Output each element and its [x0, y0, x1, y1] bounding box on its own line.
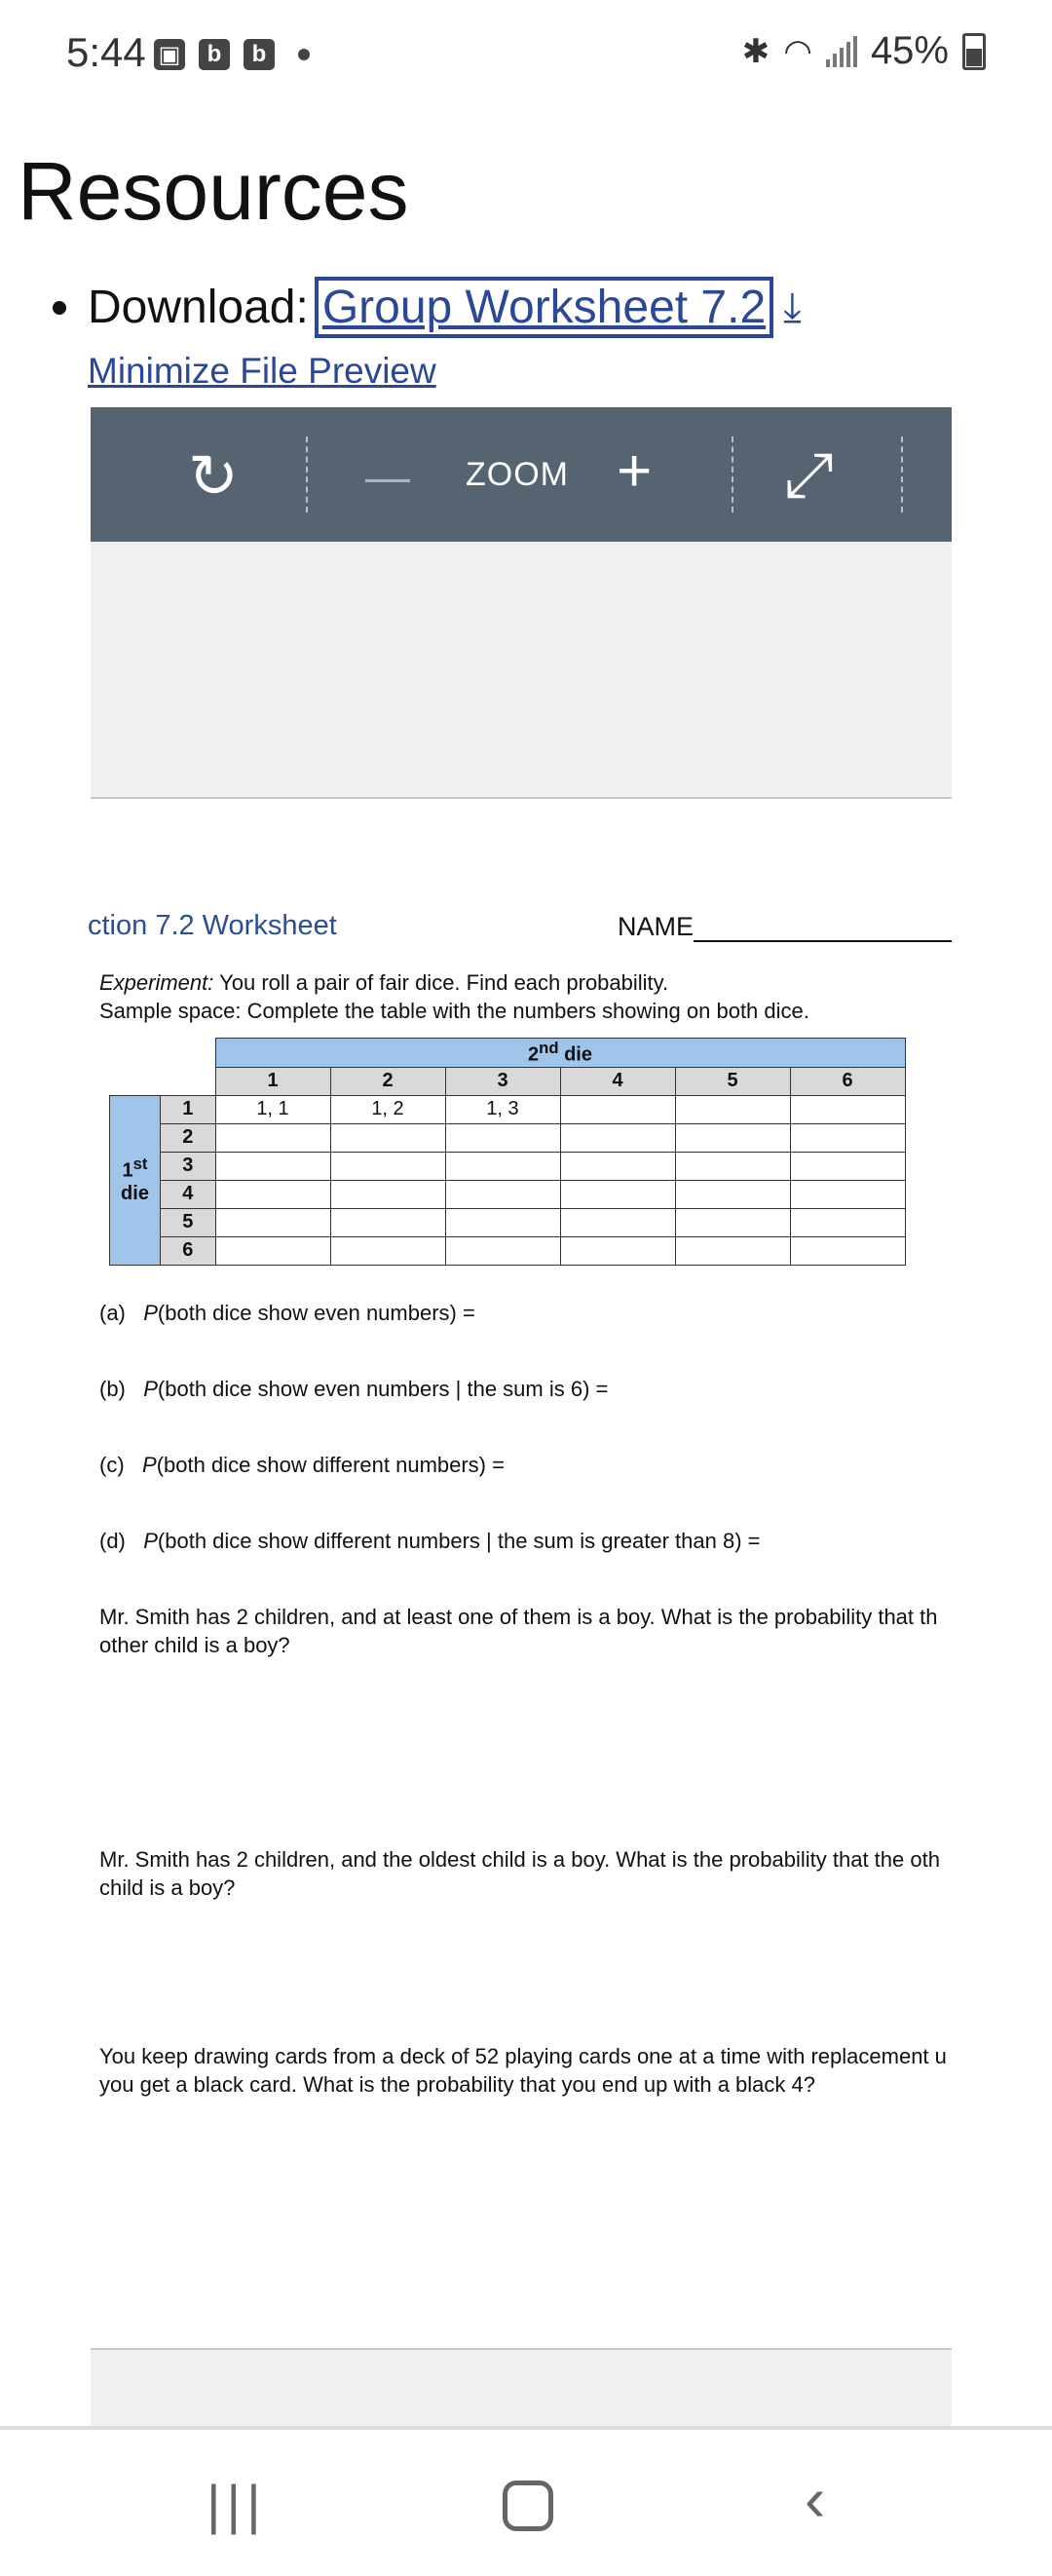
- home-button[interactable]: [503, 2481, 553, 2531]
- preview-page-gap: [91, 542, 952, 799]
- battery-icon: [962, 33, 986, 70]
- problem-2: Mr. Smith has 2 children, and the oldest child is a boy. What is the probability that the oth child is a boy?: [99, 1847, 940, 1900]
- table-cell: 1, 1: [215, 1095, 330, 1123]
- toolbar-divider: [901, 436, 903, 512]
- status-bar: [0, 0, 1052, 115]
- row-header: 4: [161, 1180, 216, 1208]
- recent-apps-button[interactable]: |||: [207, 2474, 267, 2535]
- download-label: Download:: [88, 282, 309, 333]
- dice-table: [109, 1038, 906, 1266]
- col-header: 5: [675, 1067, 790, 1095]
- table-cell: [675, 1095, 790, 1123]
- second-die-header: 2nd die: [215, 1039, 905, 1068]
- preview-toolbar: [91, 407, 952, 542]
- sample-space-text: Sample space: Complete the table with the numbers showing on both dice.: [99, 999, 809, 1023]
- download-row: [53, 277, 802, 338]
- question-b: (b) P(both dice show even numbers | the sum is 6) =: [99, 1377, 609, 1401]
- question-a: (a) P(both dice show even numbers) =: [99, 1301, 475, 1325]
- table-cell: 1, 2: [330, 1095, 445, 1123]
- row-header: 1: [161, 1095, 216, 1123]
- wifi-icon: ◠: [783, 32, 812, 70]
- page-title: Resources: [18, 145, 409, 237]
- col-header: 2: [330, 1067, 445, 1095]
- name-line: [694, 940, 952, 942]
- row-header: 6: [161, 1236, 216, 1265]
- bullet: [53, 301, 66, 315]
- more-notifications-icon: [298, 49, 310, 60]
- name-label: NAME: [618, 912, 695, 941]
- signal-icon: [826, 36, 857, 67]
- col-header: 6: [790, 1067, 905, 1095]
- first-die-header: 1st die: [110, 1095, 161, 1265]
- row-header: 2: [161, 1123, 216, 1152]
- system-icons: [742, 29, 986, 73]
- minimize-file-preview-link[interactable]: Minimize File Preview: [88, 351, 436, 391]
- rotate-icon[interactable]: ↻: [188, 443, 239, 511]
- bluetooth-icon: ✱: [741, 32, 770, 70]
- table-cell: [790, 1095, 905, 1123]
- battery-percent: 45%: [870, 29, 949, 72]
- b-app-icon: b: [199, 39, 230, 70]
- experiment-label: Experiment:: [99, 970, 214, 995]
- table-cell: 1, 3: [445, 1095, 560, 1123]
- toolbar-divider: [306, 436, 308, 512]
- zoom-out-button[interactable]: —: [365, 451, 410, 502]
- col-header: 4: [560, 1067, 675, 1095]
- row-header: 5: [161, 1208, 216, 1236]
- problem-1: Mr. Smith has 2 children, and at least one of them is a boy. What is the probability that th other child is a boy?: [99, 1605, 938, 1657]
- problem-3: You keep drawing cards from a deck of 52 playing cards one at a time with replacement u you get a black card. What is the probability that you end up with a black 4?: [99, 2044, 947, 2097]
- experiment-text: [99, 970, 668, 996]
- image-icon: ▣: [154, 39, 185, 70]
- zoom-label: ZOOM: [466, 456, 569, 493]
- zoom-in-button[interactable]: +: [617, 437, 653, 505]
- experiment-body: You roll a pair of fair dice. Find each probability.: [213, 970, 669, 995]
- download-icon[interactable]: ⤓: [783, 284, 802, 329]
- navigation-bar: [0, 2426, 1052, 2576]
- row-header: 3: [161, 1152, 216, 1180]
- col-header: 1: [215, 1067, 330, 1095]
- question-c: (c) P(both dice show different numbers) =: [99, 1453, 505, 1477]
- b-app-icon-2: b: [244, 39, 275, 70]
- notification-icons: [154, 39, 310, 70]
- back-button[interactable]: ‹: [805, 2464, 826, 2534]
- worksheet-title: ction 7.2 Worksheet: [88, 910, 337, 941]
- preview-page-gap-bottom: [91, 2348, 952, 2428]
- download-link[interactable]: Group Worksheet 7.2: [315, 277, 773, 338]
- toolbar-divider: [732, 436, 733, 512]
- question-d: (d) P(both dice show different numbers | the sum is greater than 8) =: [99, 1529, 761, 1553]
- status-time: 5:44: [66, 29, 146, 75]
- fullscreen-icon[interactable]: ⤢: [784, 439, 835, 510]
- col-header: 3: [445, 1067, 560, 1095]
- table-cell: [560, 1095, 675, 1123]
